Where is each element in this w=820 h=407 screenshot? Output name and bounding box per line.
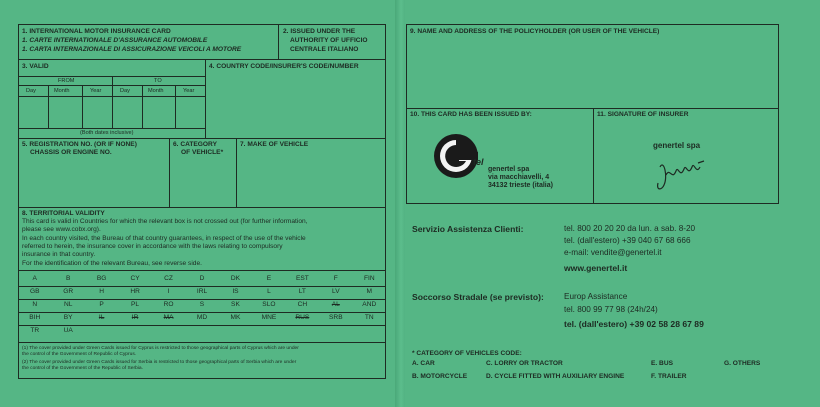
issuer-company: genertel spa [488,166,530,173]
country-box-s: S [199,301,205,308]
country-box-p: P [99,301,104,308]
signature-label: 11. SIGNATURE OF INSURER [597,111,689,118]
card-title-it: 1. CARTA INTERNAZIONALE DI ASSICURAZIONE VEICOLI A MOTORE [22,46,242,53]
validity-text-1: This card is valid in Countries for which the relevant box is not crossed out (for further information, [22,218,308,225]
service-website[interactable]: www.genertel.it [564,263,628,273]
country-box-irl: IRL [196,288,208,295]
country-box-gb: GB [29,288,40,295]
country-box-rus: RUS [295,314,310,321]
category-e: E. BUS [651,360,673,367]
country-box-by: BY [63,314,73,321]
valid-label: 3. VALID [22,63,49,70]
country-box-ua: UA [63,327,73,334]
country-box-bih: BIH [29,314,41,321]
section-9-box [406,24,779,109]
country-box-h: H [99,288,104,295]
country-box-gr: GR [63,288,74,295]
category-d: D. CYCLE FITTED WITH AUXILIARY ENGINE [486,373,625,380]
service-phone: tel. 800 20 20 20 da lun. a sab. 8-20 [564,224,696,233]
validity-text-4: referred to herein, the insurance cover in accordance with the laws relating to compulsory [22,243,283,250]
country-box-e: E [266,275,272,282]
country-box-m: M [366,288,373,295]
card-fold [395,0,405,407]
issuer-street: via macchiavelli, 4 [488,174,550,181]
footnote-serbia: (2) The cover provided under Green Cards issued for Serbia is restricted to those geographical parts of Serbia which are under [22,360,297,365]
country-box-ma: MA [163,314,174,321]
issuer-city: 34132 trieste (italia) [488,182,553,189]
from-day-label: Day [26,88,36,94]
issued-by-label: 10. THIS CARD HAS BEEN ISSUED BY: [410,111,532,118]
category-b: B. MOTORCYCLE [412,373,468,380]
to-month-label: Month [148,88,164,94]
authority-label: AUTHORITY OF UFFICIO [290,37,368,44]
country-box-d: D [199,275,205,282]
country-box-b: B [65,275,71,282]
chassis-label: CHASSIS OR ENGINE NO. [30,149,112,156]
service-label: Servizio Assistenza Clienti: [412,224,524,234]
issued-under-label: 2. ISSUED UNDER THE [283,28,356,35]
territorial-validity-title: 8. TERRITORIAL VALIDITY [22,210,105,217]
country-box-slo: SLO [262,301,276,308]
country-box-est: EST [295,275,309,282]
country-box-l: L [267,288,271,295]
dates-inclusive-note: (Both dates inclusive) [80,130,134,136]
country-box-cy: CY [130,275,140,282]
country-box-tn: TN [364,314,374,321]
country-box-pl: PL [131,301,140,308]
service-abroad: tel. (dall'estero) +39 040 67 68 666 [564,236,691,245]
country-box-srb: SRB [329,314,343,321]
country-box-tr: TR [30,327,40,334]
country-box-md: MD [196,314,208,321]
category-label: 6. CATEGORY [173,141,217,148]
footnote-cyprus-2: the control of the Government of Republic of Cyprus. [22,352,137,357]
country-code-label: 4. COUNTRY CODE/INSURER'S CODE/NUMBER [209,63,359,70]
country-box-mne: MNE [261,314,277,321]
to-label: TO [154,78,162,84]
country-box-and: AND [362,301,377,308]
ufficio-label: CENTRALE ITALIANO [290,46,359,53]
insurer-signature [650,155,720,195]
validity-text-2: please see www.cobx.org). [22,226,101,233]
country-box-mk: MK [230,314,241,321]
logo-tel-text: tel [473,157,484,167]
service-email: e-mail: vendite@genertel.it [564,248,662,257]
to-year-label: Year [183,88,195,94]
country-box-nl: NL [63,301,73,308]
of-vehicle-label: OF VEHICLE* [181,149,224,156]
country-box-bg: BG [96,275,107,282]
category-c: C. LORRY OR TRACTOR [486,360,563,367]
section-4-box [205,59,386,139]
policyholder-label: 9. NAME AND ADDRESS OF THE POLICYHOLDER (OR USER OF THE VEHICLE) [410,28,660,35]
country-box-ir: IR [131,314,139,321]
country-box-hr: HR [130,288,140,295]
country-box-lv: LV [332,288,340,295]
country-box-ch: CH [297,301,308,308]
category-codes-title: * CATEGORY OF VEHICLES CODE: [412,350,522,357]
from-year-label: Year [90,88,102,94]
make-of-vehicle-label: 7. MAKE OF VEHICLE [240,141,309,148]
country-box-ro: RO [163,301,174,308]
card-title-fr: 1. CARTE INTERNATIONALE D'ASSURANCE AUTOMOBILE [22,37,208,44]
country-box-al: AL [331,301,340,308]
to-day-label: Day [120,88,130,94]
footnote-cyprus: (1) The cover provided under Green Cards issued for Cyprus is restricted to those geographical parts of Cyprus which are under [22,346,299,351]
validity-text-3: In each country visited, the Bureau of that country guarantees, in respect of the use of the vehicle [22,235,306,242]
country-box-is: IS [232,288,239,295]
country-box-fin: FIN [363,275,375,282]
country-box-il: IL [98,314,105,321]
category-a: A. CAR [412,360,435,367]
country-box-dk: DK [230,275,241,282]
roadside-phone: tel. 800 99 77 98 (24h/24) [564,305,658,314]
card-title-en: 1. INTERNATIONAL MOTOR INSURANCE CARD [22,28,171,35]
roadside-abroad: tel. (dall'estero) +39 02 58 28 67 89 [564,319,704,329]
category-g: G. OTHERS [724,360,761,367]
roadside-label: Soccorso Stradale (se previsto): [412,292,544,302]
category-f: F. TRAILER [651,373,687,380]
from-label: FROM [58,78,75,84]
roadside-provider: Europ Assistance [564,292,628,301]
country-box-f: F [333,275,338,282]
country-box-sk: SK [231,301,240,308]
validity-text-6: For the identification of the relevant Bureau, see reverse side. [22,260,202,267]
country-box-cz: CZ [164,275,173,282]
from-month-label: Month [54,88,70,94]
country-box-a: A [32,275,37,282]
insurer-company: genertel spa [653,141,701,150]
country-box-lt: LT [298,288,306,295]
genertel-logo [433,133,479,179]
country-box-n: N [32,301,38,308]
country-box-i: I [167,288,170,295]
registration-label: 5. REGISTRATION NO. (OR IF NONE) [22,141,137,148]
validity-text-5: insurance in that country. [22,251,96,258]
footnote-serbia-2: the control of the Government of the Republic of Serbia. [22,366,143,371]
